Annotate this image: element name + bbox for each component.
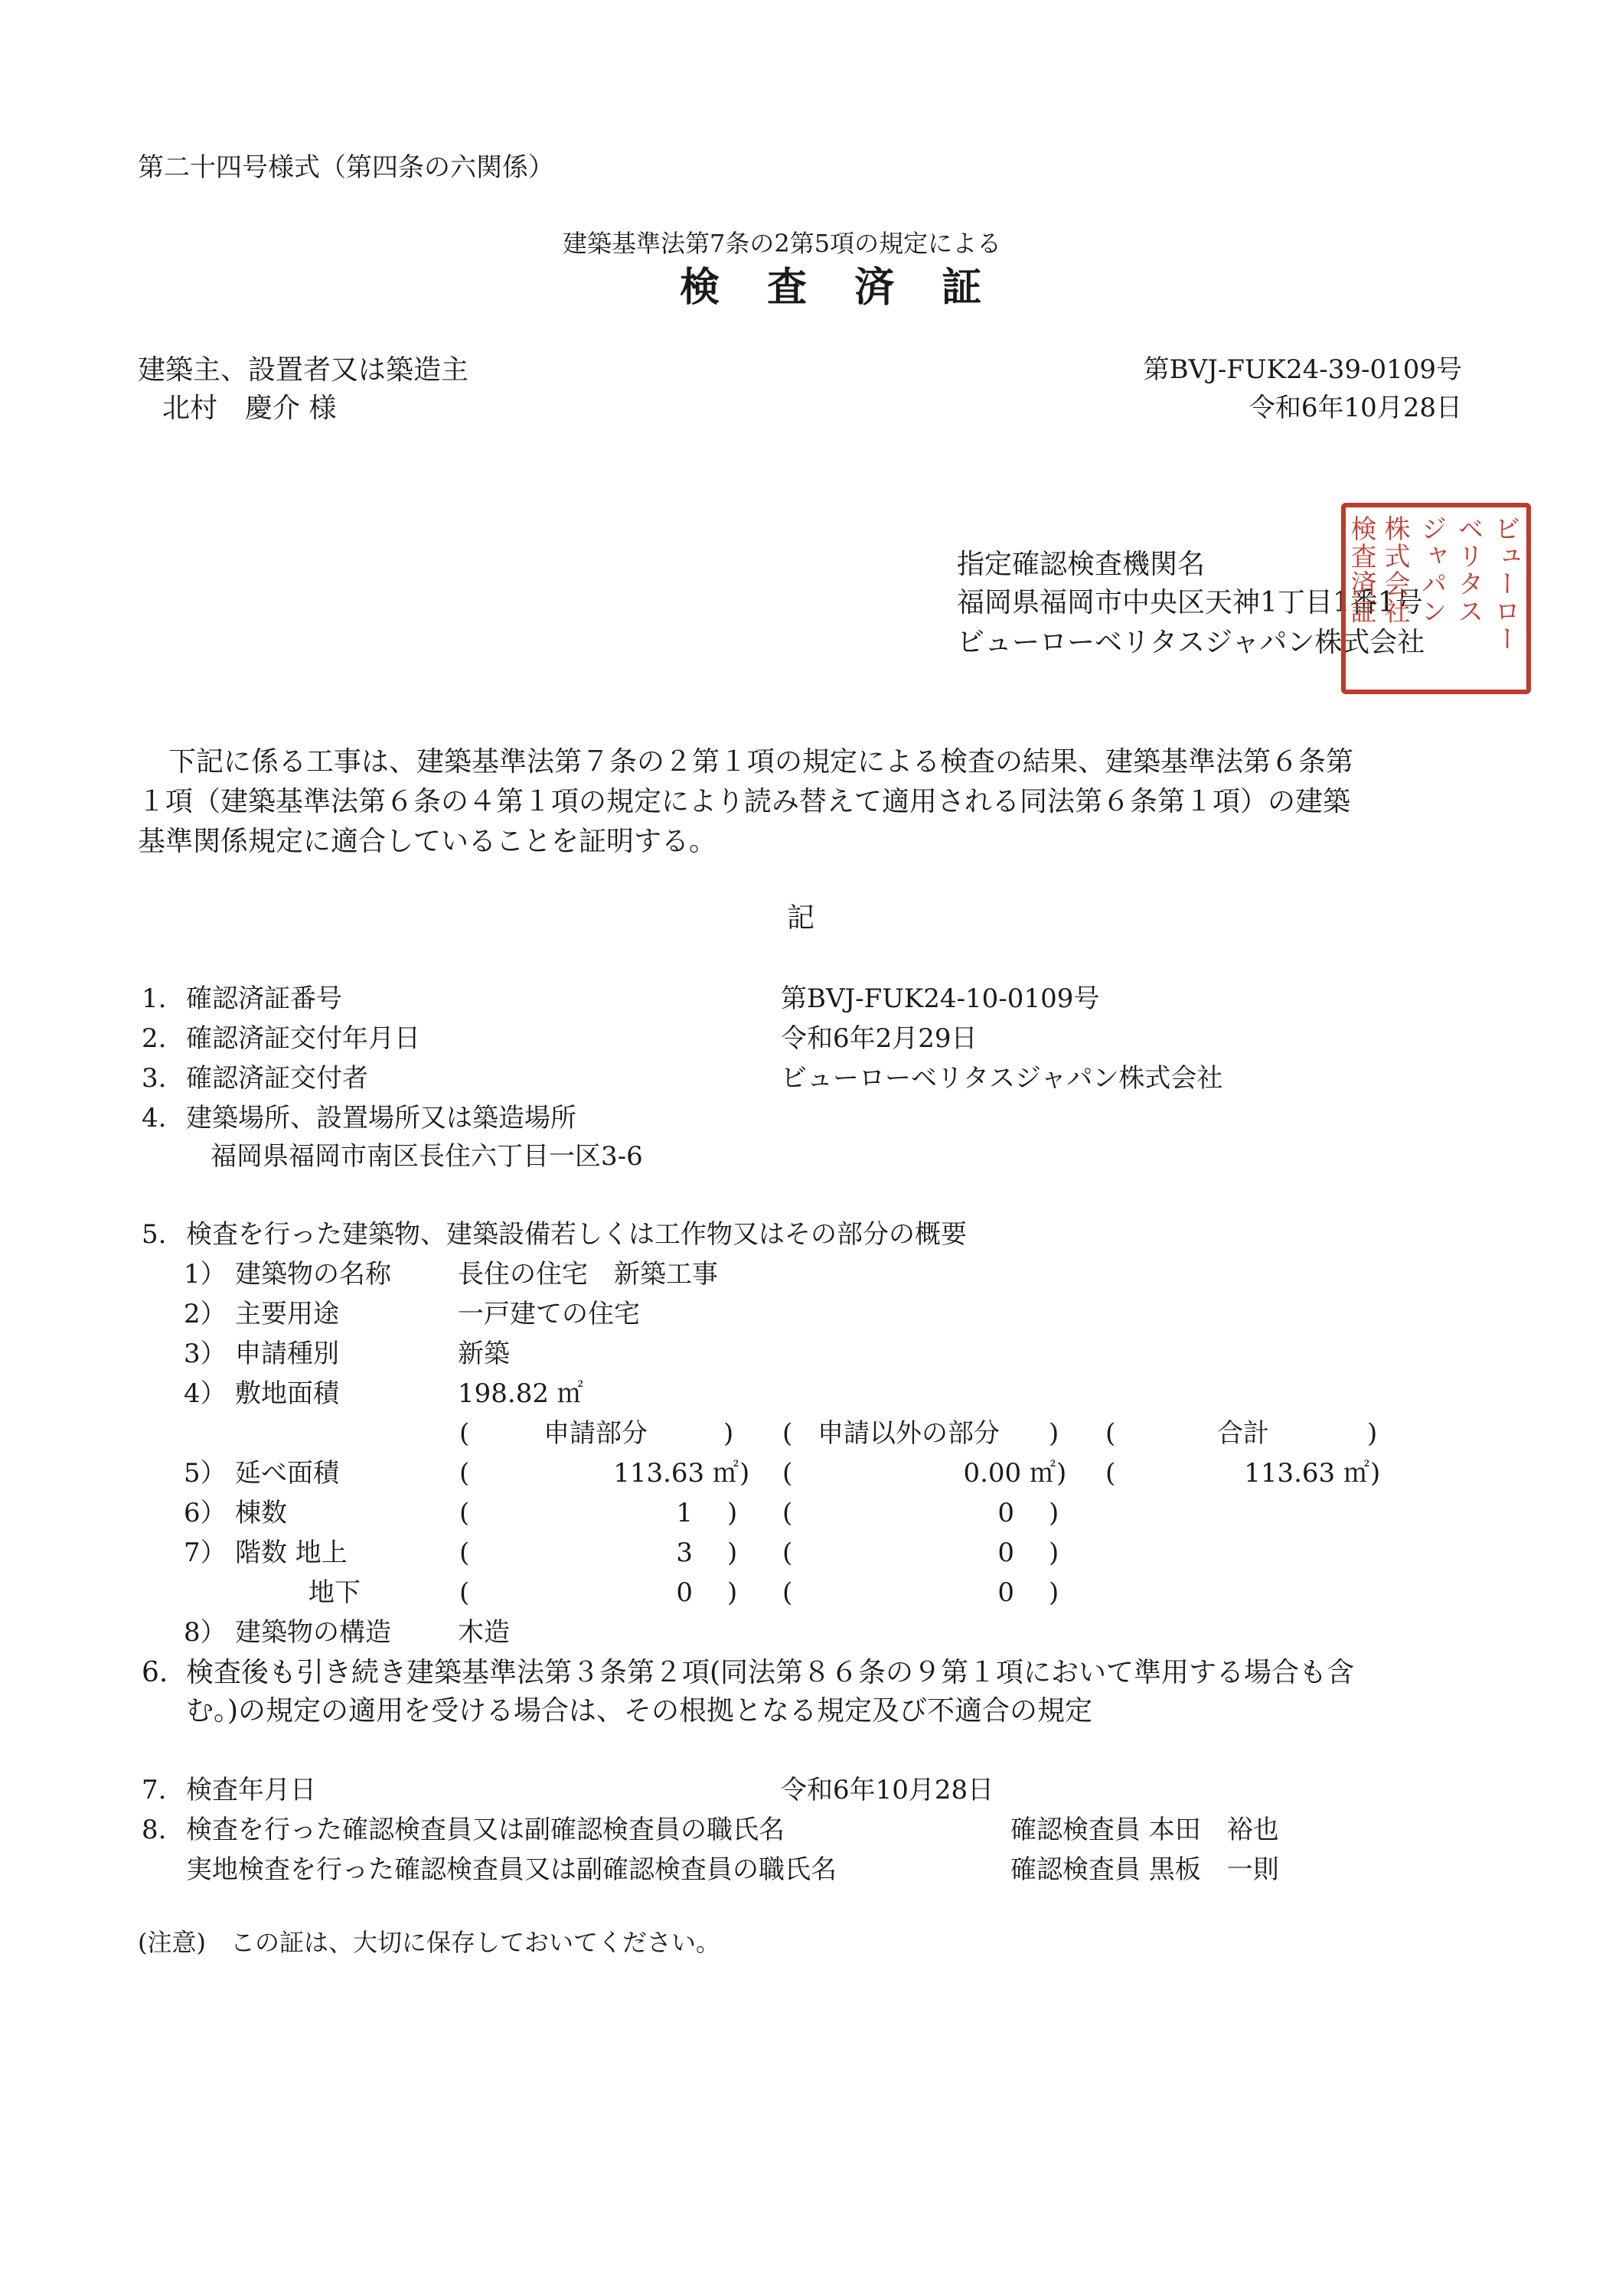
- confirmation-date-label: 確認済証交付年月日: [186, 1023, 420, 1054]
- sub-item-number: 7）: [184, 1538, 227, 1568]
- owner-name: 北村 慶介 様: [162, 393, 337, 424]
- item-number: 2.: [142, 1023, 167, 1054]
- caution-note: (注意) この証は、大切に保存しておいてください。: [138, 1928, 720, 1957]
- floor-area-label: 延べ面積: [235, 1458, 339, 1489]
- main-use-label: 主要用途: [235, 1299, 339, 1329]
- official-seal: ビューロー ベリタス ジャパン 株式会社 検査済証: [1341, 503, 1531, 694]
- item-number: 8.: [142, 1815, 167, 1845]
- form-number: 第二十四号様式（第四条の六関係）: [138, 152, 554, 183]
- inspector-value: 確認検査員 本田 裕也: [1010, 1815, 1279, 1845]
- paren-close: ): [727, 1538, 738, 1568]
- floors-below-applied: 0: [676, 1577, 693, 1608]
- header-applied-part: 申請部分: [543, 1418, 648, 1449]
- item-number: 5.: [142, 1219, 167, 1250]
- main-use-value: 一戸建ての住宅: [458, 1299, 640, 1329]
- item-number: 3.: [142, 1063, 167, 1094]
- site-area-label: 敷地面積: [235, 1378, 339, 1409]
- agency-label: 指定確認検査機関名: [957, 549, 1206, 580]
- document-title: 検 査 済 証: [680, 264, 999, 311]
- sub-item-number: 4）: [184, 1378, 227, 1409]
- confirmation-issuer-value: ビューローベリタスジャパン株式会社: [781, 1063, 1223, 1094]
- paren-open: (: [459, 1498, 470, 1528]
- paren-open: (: [459, 1577, 470, 1608]
- sub-item-number: 3）: [184, 1339, 227, 1369]
- paren-close: ): [727, 1577, 738, 1608]
- field-inspector-label: 実地検査を行った確認検査員又は副確認検査員の職氏名: [186, 1854, 837, 1885]
- paren-close: ): [1367, 1418, 1378, 1449]
- header-other-part: 申請以外の部分: [818, 1418, 1000, 1449]
- paren-open: (: [782, 1458, 793, 1489]
- building-count-label: 棟数: [235, 1498, 287, 1528]
- confirmation-issuer-label: 確認済証交付者: [186, 1063, 368, 1094]
- confirmation-number-label: 確認済証番号: [186, 983, 342, 1014]
- paren-open: (: [782, 1577, 793, 1608]
- sub-item-number: 5）: [184, 1458, 227, 1489]
- owner-label: 建築主、設置者又は築造主: [138, 354, 469, 386]
- location-value: 福岡県福岡市南区長住六丁目一区3-6: [211, 1141, 643, 1172]
- item-number: 1.: [142, 983, 167, 1014]
- certificate-number: 第BVJ-FUK24-39-0109号: [1143, 354, 1462, 385]
- paren-open: (: [1105, 1458, 1116, 1489]
- paren-close: ): [727, 1498, 738, 1528]
- paren-close: ): [1049, 1577, 1059, 1608]
- building-count-other: 0: [997, 1498, 1014, 1528]
- sub-item-number: 8）: [184, 1617, 227, 1648]
- application-type-label: 申請種別: [235, 1339, 339, 1369]
- paren-open: (: [1105, 1418, 1116, 1449]
- building-name-label: 建築物の名称: [235, 1259, 391, 1290]
- floor-area-other: 0.00 ㎡: [963, 1458, 1056, 1489]
- site-area-value: 198.82 ㎡: [458, 1378, 583, 1409]
- paren-close: ): [1049, 1538, 1059, 1568]
- building-count-applied: 1: [676, 1498, 693, 1528]
- confirmation-date-value: 令和6年2月29日: [781, 1023, 978, 1054]
- item-number: 7.: [142, 1775, 167, 1805]
- floors-below-other: 0: [997, 1577, 1014, 1608]
- building-name-value: 長住の住宅 新築工事: [458, 1259, 718, 1290]
- inspection-date-label: 検査年月日: [186, 1775, 316, 1805]
- paren-open: (: [782, 1418, 793, 1449]
- structure-label: 建築物の構造: [235, 1617, 391, 1648]
- paren-open: (: [459, 1538, 470, 1568]
- paren-open: (: [782, 1498, 793, 1528]
- floors-below-label: 地下: [308, 1577, 361, 1608]
- paren-open: (: [459, 1418, 470, 1449]
- item-number: 4.: [142, 1103, 167, 1133]
- confirmation-number-value: 第BVJ-FUK24-10-0109号: [781, 983, 1100, 1014]
- sub-item-number: 6）: [184, 1498, 227, 1528]
- paren-open: (: [782, 1538, 793, 1568]
- body-text-line: 下記に係る工事は、建築基準法第７条の２第１項の規定による検査の結果、建築基準法第６条第: [168, 746, 1354, 778]
- floor-area-total: 113.63 ㎡: [1244, 1458, 1369, 1489]
- paren-open: (: [459, 1458, 470, 1489]
- paren-close: ): [1056, 1458, 1067, 1489]
- body-text-line: 基準関係規定に適合していることを証明する。: [138, 826, 717, 857]
- nonconformity-text-line2: む。)の規定の適用を受ける場合は、その根拠となる規定及び不適合の規定: [186, 1695, 1093, 1727]
- item-number: 6.: [142, 1657, 168, 1688]
- paren-close: ): [739, 1458, 750, 1489]
- body-text-line: １項（建築基準法第６条の４第１項の規定により読み替えて適用される同法第６条第１項）の建築: [138, 786, 1351, 817]
- paren-close: ): [1049, 1418, 1059, 1449]
- floors-above-other: 0: [997, 1538, 1014, 1568]
- paren-close: ): [1370, 1458, 1381, 1489]
- agency-address: 福岡県福岡市中央区天神1丁目1番1号: [957, 587, 1423, 618]
- paren-close: ): [723, 1418, 734, 1449]
- floors-above-label: 階数 地上: [235, 1538, 348, 1568]
- inspection-date-value: 令和6年10月28日: [781, 1775, 994, 1805]
- issue-date: 令和6年10月28日: [1249, 393, 1462, 423]
- subtitle: 建築基準法第7条の2第5項の規定による: [563, 229, 1002, 258]
- field-inspector-value: 確認検査員 黒板 一則: [1010, 1854, 1279, 1885]
- application-type-value: 新築: [458, 1339, 510, 1369]
- location-label: 建築場所、設置場所又は築造場所: [186, 1103, 576, 1133]
- floors-above-applied: 3: [676, 1538, 693, 1568]
- agency-name: ビューローベリタスジャパン株式会社: [957, 627, 1425, 658]
- structure-value: 木造: [458, 1617, 510, 1648]
- floor-area-applied: 113.63 ㎡: [613, 1458, 739, 1489]
- sub-item-number: 1）: [184, 1259, 227, 1290]
- sub-item-number: 2）: [184, 1299, 227, 1329]
- building-summary-label: 検査を行った建築物、建築設備若しくは工作物又はその部分の概要: [186, 1219, 967, 1250]
- paren-close: ): [1049, 1498, 1059, 1528]
- nonconformity-text-line1: 検査後も引き続き建築基準法第３条第２項(同法第８６条の９第１項において準用する場合も含: [186, 1657, 1355, 1688]
- inspector-label: 検査を行った確認検査員又は副確認検査員の職氏名: [186, 1815, 785, 1845]
- ki-heading: 記: [787, 902, 815, 934]
- header-total: 合計: [1217, 1418, 1269, 1449]
